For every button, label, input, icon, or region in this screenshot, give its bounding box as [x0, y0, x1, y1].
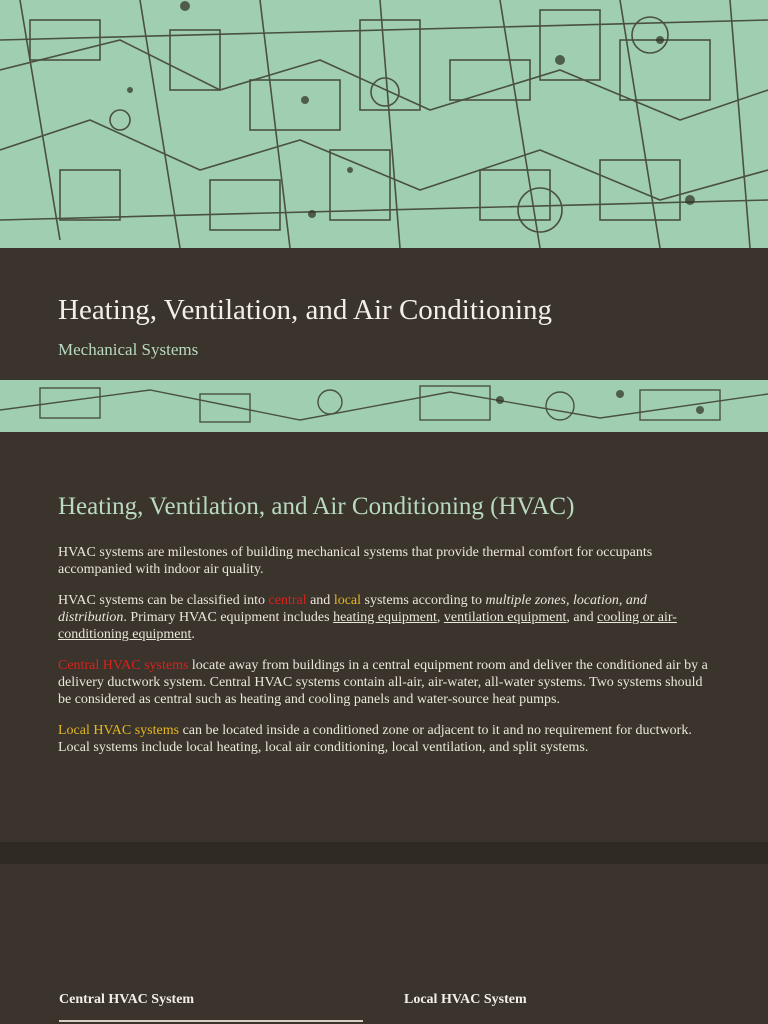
text-segment: , [436, 610, 444, 625]
mid-banner-illustration [0, 380, 768, 432]
text-segment: locate away from buildings in a central equipment room and deliver the conditioned air by a delivery ductwork system. Central HVAC systems contain all-air, air-water, all-water systems. Two systems should be considered as central such as heating and cooling panels and water-source heat pumps. [58, 658, 708, 707]
central-column-heading: Central HVAC System [59, 992, 195, 1007]
local-column-heading: Local HVAC System [404, 992, 527, 1007]
paragraph-central [58, 657, 710, 708]
text-segment: , and [566, 610, 598, 625]
paragraph-classification [58, 592, 710, 643]
heating-equipment-link[interactable]: heating equipment [333, 610, 437, 625]
text-segment: can be located inside a conditioned zone or adjacent to it and no requirement for ductwork. Local systems include local heating, local air conditioning, local ventilation, and split systems. [58, 723, 692, 755]
column-rule [59, 1020, 363, 1022]
section-heading: Heating, Ventilation, and Air Conditioning (HVAC) [58, 493, 575, 520]
top-banner-illustration [0, 0, 768, 248]
emphasis-text: multiple zones, location, and distribution [58, 593, 647, 625]
page-title: Heating, Ventilation, and Air Conditioning [58, 294, 553, 326]
text-segment: and [306, 593, 334, 608]
text-segment: systems according to [361, 593, 486, 608]
central-term: central [268, 593, 307, 608]
paragraph-local [58, 722, 710, 756]
header-band [0, 248, 768, 380]
central-systems-term: Central HVAC systems [58, 658, 189, 673]
city-strip-drawing [0, 380, 768, 432]
page-subtitle: Mechanical Systems [58, 340, 199, 359]
main-content [0, 432, 768, 842]
text-segment: HVAC systems can be classified into [58, 593, 269, 608]
text-segment: . [191, 627, 195, 642]
city-drawing [0, 0, 768, 248]
cooling-equipment-link[interactable]: cooling or air-conditioning equipment [58, 610, 677, 642]
local-systems-term: Local HVAC systems [58, 723, 180, 738]
ventilation-equipment-link[interactable]: ventilation equipment [443, 610, 567, 625]
paragraph-intro: HVAC systems are milestones of building mechanical systems that provide thermal comfort for occupants accompanied with indoor air quality. [58, 545, 653, 577]
section-divider [0, 842, 768, 864]
comparison-section [0, 864, 768, 1024]
text-segment: . Primary HVAC equipment includes [123, 610, 334, 625]
local-term: local [333, 593, 362, 608]
